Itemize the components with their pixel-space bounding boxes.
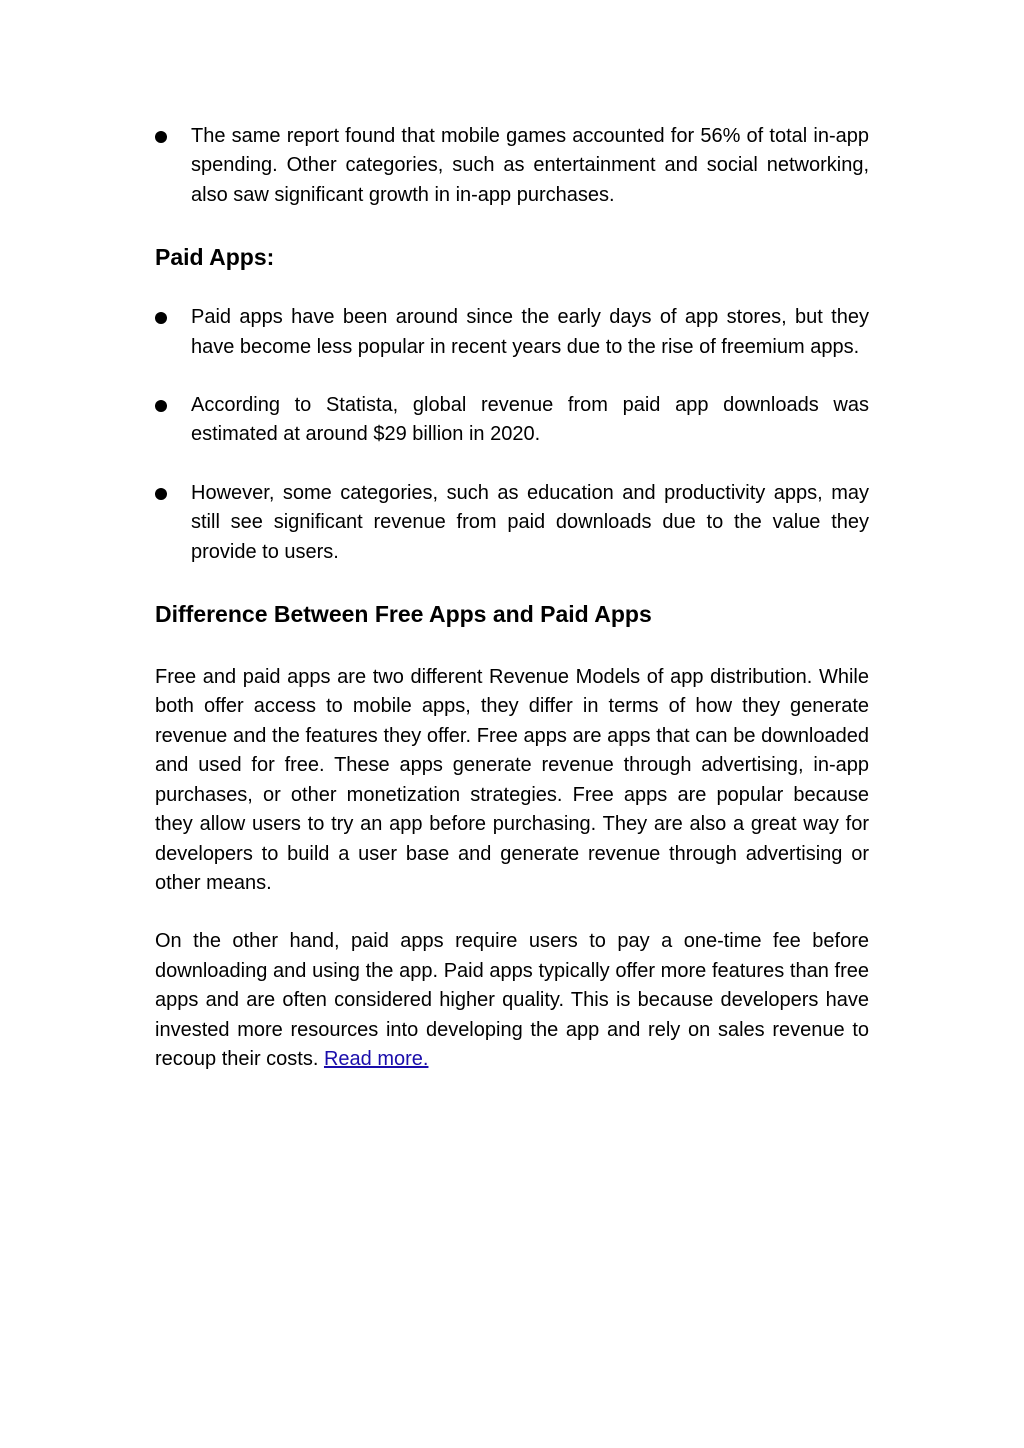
read-more-link[interactable]: Read more. <box>323 1047 429 1070</box>
bullet-text: According to Statista, global revenue from paid app downloads was estimated at around $29 billion in 2020. <box>191 394 869 446</box>
paragraph-text: On the other hand, paid apps require users to pay a one-time fee before downloading and using the app. Paid apps typically offer more features than free apps and are often considered higher quality. This is because developers have invested more resources into developing the app and rely on sales revenue to recoup their costs. <box>155 930 869 1070</box>
section-heading-difference: Difference Between Free Apps and Paid Apps <box>155 601 652 628</box>
bullet-dot-icon <box>155 131 167 143</box>
bullet-text: However, some categories, such as education and productivity apps, may still see significant revenue from paid downloads due to the value they provide to users. <box>191 481 869 563</box>
section-heading-paid-apps: Paid Apps: <box>155 244 275 271</box>
bullet-dot-icon <box>155 312 167 324</box>
bullet-text: Paid apps have been around since the early days of app stores, but they have become less popular in recent years due to the rise of freemium apps. <box>191 306 869 358</box>
document-page <box>155 122 869 1074</box>
body-paragraph: Free and paid apps are two different Revenue Models of app distribution. While both offer access to mobile apps, they differ in terms of how they generate revenue and the features they offer. Free apps are apps that can be downloaded and used for free. These apps generate revenue through advertising, in-app purchases, or other monetization strategies. Free apps are popular because they allow users to try an app before purchasing. They are also a great way for developers to build a user base and generate revenue through advertising or other means. <box>155 666 869 894</box>
bullet-item <box>155 391 869 450</box>
bullet-item <box>155 479 869 567</box>
bullet-text: The same report found that mobile games accounted for 56% of total in-app spending. Other categories, such as entertainment and social networking, also saw significant growth in in-app purchases. <box>191 125 869 206</box>
bullet-item <box>155 122 869 210</box>
bullet-dot-icon <box>155 488 167 500</box>
bullet-item <box>155 303 869 362</box>
bullet-dot-icon <box>155 400 167 412</box>
body-paragraph <box>155 927 869 1074</box>
